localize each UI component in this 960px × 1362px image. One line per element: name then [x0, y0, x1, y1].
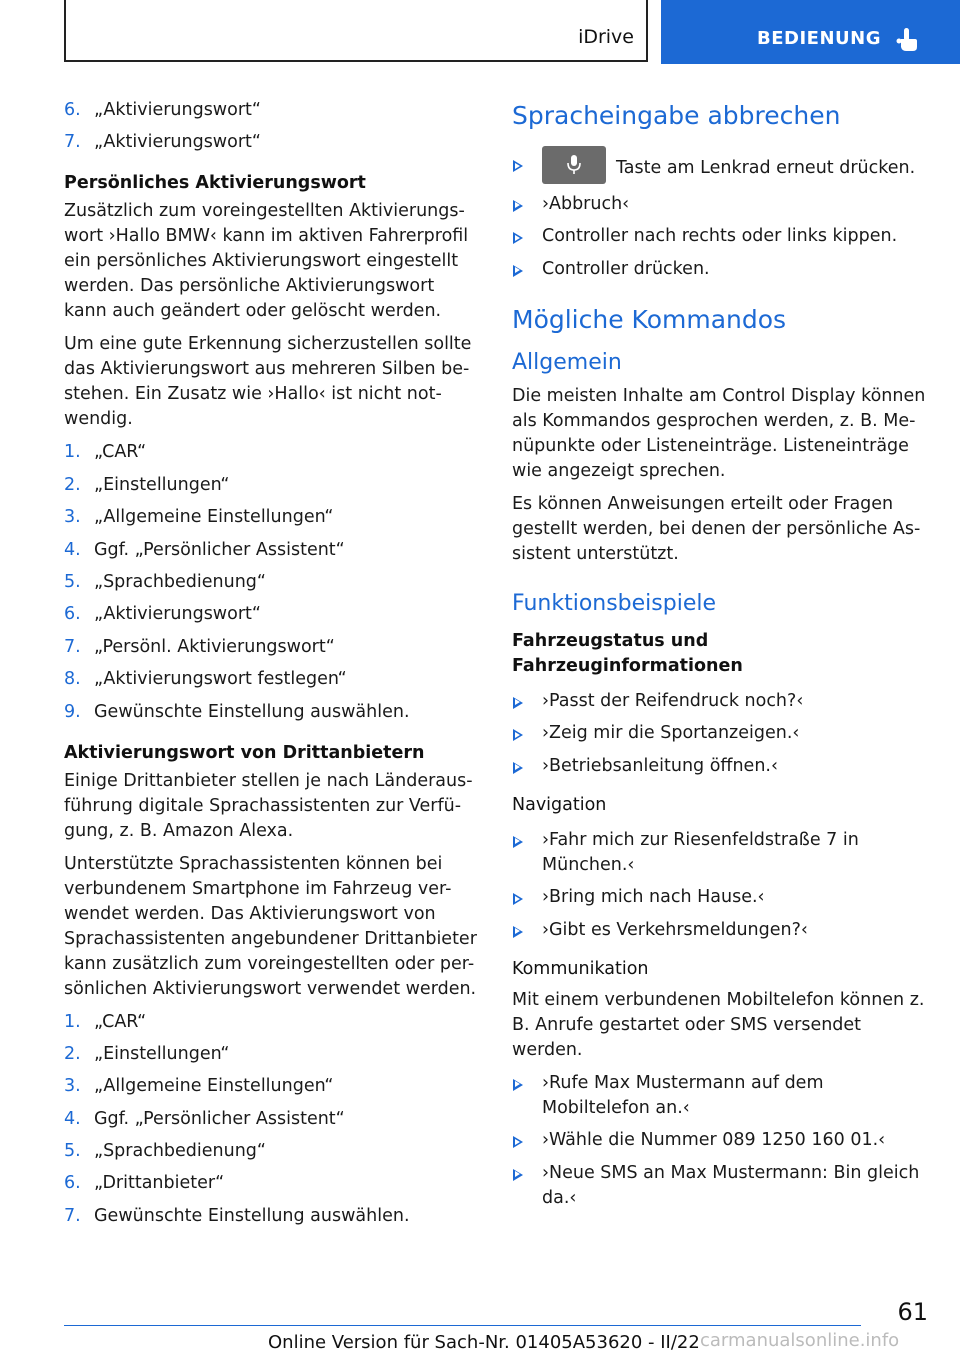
- list-item: [512, 754, 928, 779]
- footer-online-version: Online Version für Sach-Nr. 01405A53620 - II/22: [268, 1332, 700, 1353]
- subheading-communication: Kommunikation: [512, 958, 649, 979]
- watermark: carmanualsonline.info: [700, 1330, 900, 1351]
- intro-steps-list: [64, 98, 482, 155]
- step-text: „Aktivierungswort festlegen“: [94, 669, 347, 690]
- step-number: 6.: [64, 604, 81, 625]
- vehicle-commands-list: [512, 689, 928, 779]
- list-item: [64, 635, 482, 660]
- list-item: [64, 440, 482, 465]
- list-item-text: Controller nach rechts oder links kippen.: [542, 226, 898, 246]
- step-text: Ggf. „Persönlicher Assistent“: [94, 1108, 345, 1129]
- list-item-text: ›Gibt es Verkehrsmeldungen?‹: [542, 919, 808, 940]
- bullet-triangle-icon: [513, 265, 523, 277]
- list-item: [512, 721, 928, 746]
- step-number: 7.: [64, 636, 81, 657]
- paragraph: Mit einem verbundenen Mobiltelefon können z. B. Anrufe gestartet oder SMS versendet werden.: [512, 989, 925, 1060]
- step-number: 7.: [64, 132, 81, 153]
- list-item-text: ›Abbruch‹: [542, 193, 630, 214]
- bullet-triangle-icon: [513, 160, 523, 172]
- list-item: [512, 192, 928, 217]
- step-number: 5.: [64, 1141, 81, 1162]
- step-number: 6.: [64, 1173, 81, 1194]
- step-number: 5.: [64, 571, 81, 592]
- page-number: 61: [897, 1298, 928, 1326]
- list-item: [512, 828, 928, 878]
- list-item: [512, 1071, 928, 1121]
- step-number: 4.: [64, 1108, 81, 1129]
- bullet-triangle-icon: [513, 1136, 523, 1148]
- header-section-box: [64, 0, 648, 62]
- step-number: 7.: [64, 1205, 81, 1226]
- paragraph: Es können Anweisungen erteilt oder Fragen gestellt werden, bei denen der persönliche As-sistent unterstützt.: [512, 493, 921, 564]
- bullet-triangle-icon: [513, 836, 523, 848]
- paragraph: Um eine gute Erkennung sicherzustellen sollte das Aktivierungswort aus mehreren Silben be-stehen. Ein Zusatz wie ›Hallo‹ ist nicht not-wendig.: [64, 334, 472, 430]
- paragraph: Einige Drittanbieter stellen je nach Länderaus-führung digitale Sprachassistenten zur Verfü-gung, z. B. Amazon Alexa.: [64, 770, 473, 841]
- step-number: 1.: [64, 1011, 81, 1032]
- list-item: [64, 538, 482, 563]
- steering-wheel-voice-button: [542, 146, 606, 184]
- step-number: 6.: [64, 100, 81, 120]
- footer-divider: [64, 1325, 861, 1326]
- list-item: [512, 1128, 928, 1153]
- list-item: [512, 885, 928, 910]
- list-item: [64, 1010, 482, 1035]
- list-item: [64, 130, 482, 155]
- list-item: [64, 700, 482, 725]
- list-item-text: ›Neue SMS an Max Mustermann: Bin gleich da.‹: [542, 1162, 920, 1208]
- list-item: [64, 1042, 482, 1067]
- header-tab-label: BEDIENUNG: [757, 28, 881, 49]
- list-item: [512, 224, 928, 249]
- step-text: „Einstellungen“: [94, 474, 230, 495]
- step-text: „CAR“: [94, 1011, 147, 1032]
- bullet-triangle-icon: [513, 1079, 523, 1091]
- list-item: [64, 98, 482, 123]
- subheading-navigation: Navigation: [512, 794, 607, 815]
- list-item-text: Controller drücken.: [542, 258, 710, 279]
- personal-wakeword-steps: [64, 440, 482, 724]
- list-item: [64, 602, 482, 627]
- section-title-personal-wakeword: Persönliches Aktivierungswort: [64, 173, 366, 194]
- step-text: „Allgemeine Einstellungen“: [94, 1076, 334, 1097]
- list-item: [512, 1161, 928, 1211]
- right-column: [512, 98, 928, 1223]
- step-number: 2.: [64, 474, 81, 495]
- heading-cancel-voice-input: Spracheingabe abbrechen: [512, 101, 841, 130]
- step-number: 3.: [64, 507, 81, 528]
- list-item: [64, 667, 482, 692]
- list-item: [512, 152, 928, 184]
- heading-function-examples: Funktionsbeispiele: [512, 590, 717, 616]
- heading-general: Allgemein: [512, 349, 622, 375]
- microphone-icon: [566, 154, 582, 176]
- list-item-text: ›Fahr mich zur Riesenfeldstraße 7 in München.‹: [542, 829, 859, 875]
- step-text: „Aktivierungswort“: [94, 132, 261, 153]
- paragraph: Die meisten Inhalte am Control Display können als Kommandos gesprochen werden, z. B. Me-nüpunkte oder Listeneinträge. Listeneinträge wie angezeigt sprechen.: [512, 385, 926, 481]
- step-number: 4.: [64, 539, 81, 560]
- pointing-hand-icon: [895, 26, 921, 52]
- header-tab: [661, 0, 960, 64]
- list-item: [64, 505, 482, 530]
- list-item-text: ›Zeig mir die Sportanzeigen.‹: [542, 723, 800, 743]
- bullet-triangle-icon: [513, 729, 523, 741]
- subheading-vehicle-status: Fahrzeugstatus und Fahrzeuginformationen: [512, 630, 743, 676]
- list-item: [64, 570, 482, 595]
- step-text: „Einstellungen“: [94, 1043, 230, 1064]
- list-item: [64, 1107, 482, 1132]
- list-item: [512, 689, 928, 714]
- paragraph: Unterstützte Sprachassistenten können bei verbundenem Smartphone im Fahrzeug ver-wendet werden. Das Aktivierungswort von Sprachassistenten angebundener Drittanbieter kann zusätzlich zum voreingestellten oder per-sönlichen Aktivierungswort verwendet werden.: [64, 853, 477, 999]
- bullet-triangle-icon: [513, 200, 523, 212]
- communication-commands-list: [512, 1071, 928, 1211]
- bullet-triangle-icon: [513, 926, 523, 938]
- step-text: „Allgemeine Einstellungen“: [94, 507, 334, 528]
- bullet-triangle-icon: [513, 232, 523, 244]
- heading-possible-commands: Mögliche Kommandos: [512, 304, 787, 334]
- list-item-text: ›Passt der Reifendruck noch?‹: [542, 690, 804, 711]
- step-text: „Sprachbedienung“: [94, 571, 266, 592]
- step-text: „Aktivierungswort“: [94, 604, 261, 625]
- list-item: [64, 1074, 482, 1099]
- step-text: Ggf. „Persönlicher Assistent“: [94, 539, 345, 560]
- step-text: „Drittanbieter“: [94, 1173, 225, 1194]
- step-number: 2.: [64, 1043, 81, 1064]
- paragraph: Zusätzlich zum voreingestellten Aktivierungs-wort ›Hallo BMW‹ kann im aktiven Fahrerprofil ein persönliches Aktivierungswort eingestellt werden. Das persönliche Aktivierungswort kann auch geändert oder gelöscht werden.: [64, 201, 469, 322]
- step-text: Gewünschte Einstellung auswählen.: [94, 701, 410, 722]
- list-item: [64, 473, 482, 498]
- step-number: 3.: [64, 1076, 81, 1097]
- list-item: [512, 257, 928, 282]
- step-number: 1.: [64, 442, 81, 463]
- bullet-triangle-icon: [513, 1169, 523, 1181]
- step-text: „CAR“: [94, 442, 147, 463]
- list-item: [512, 918, 928, 943]
- header-section-title: iDrive: [578, 26, 634, 48]
- list-item: [64, 1204, 482, 1229]
- bullet-triangle-icon: [513, 697, 523, 709]
- thirdparty-wakeword-steps: [64, 1010, 482, 1229]
- list-item-text: ›Bring mich nach Hause.‹: [542, 887, 765, 907]
- step-text: „Persönl. Aktivierungswort“: [94, 636, 335, 657]
- list-item-text: ›Betriebsanleitung öffnen.‹: [542, 755, 778, 776]
- navigation-commands-list: [512, 828, 928, 943]
- step-number: 8.: [64, 669, 81, 690]
- list-item-text: Taste am Lenkrad erneut drücken.: [616, 158, 916, 178]
- section-title-thirdparty-wakeword: Aktivierungswort von Drittanbietern: [64, 742, 425, 763]
- list-item-text: ›Wähle die Nummer 089 1250 160 01.‹: [542, 1130, 886, 1150]
- bullet-triangle-icon: [513, 893, 523, 905]
- list-item: [64, 1139, 482, 1164]
- bullet-triangle-icon: [513, 762, 523, 774]
- step-text: „Aktivierungswort“: [94, 100, 261, 120]
- list-item-text: ›Rufe Max Mustermann auf dem Mobiltelefon an.‹: [542, 1072, 824, 1118]
- cancel-steps-list: [512, 152, 928, 282]
- step-text: Gewünschte Einstellung auswählen.: [94, 1205, 410, 1226]
- step-text: „Sprachbedienung“: [94, 1141, 266, 1162]
- list-item: [64, 1171, 482, 1196]
- left-column: [64, 98, 482, 1236]
- step-number: 9.: [64, 701, 81, 722]
